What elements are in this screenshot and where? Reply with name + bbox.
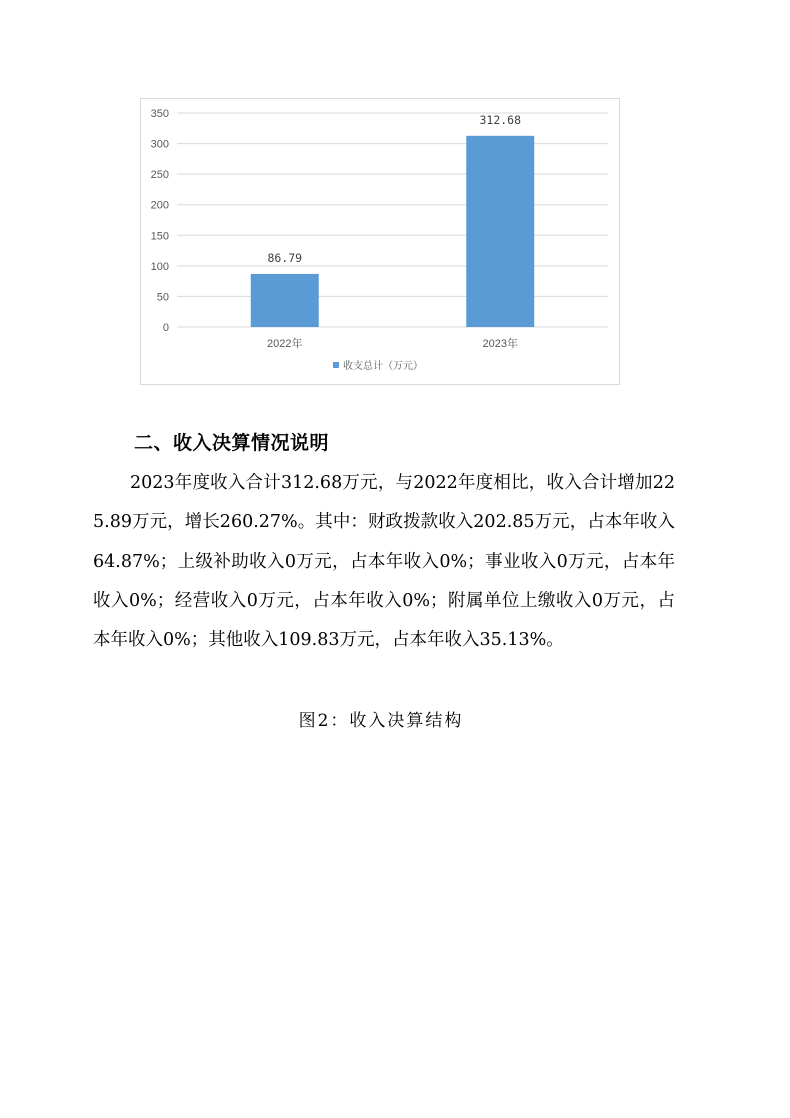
y-tick-label: 300 — [150, 138, 169, 151]
y-tick-label: 250 — [150, 169, 169, 182]
x-tick-label: 2022年 — [267, 338, 303, 350]
y-tick-label: 200 — [150, 199, 169, 212]
legend-swatch — [333, 362, 339, 368]
y-tick-label: 350 — [150, 108, 169, 120]
bar-chart — [140, 98, 620, 385]
figure-caption: 图2：收入决算结构 — [298, 711, 464, 731]
chart-canvas — [141, 99, 621, 386]
income-description-paragraph: 2023年度收入合计312.68万元，与2022年度相比，收入合计增加225.89万元，增长260.27%。其中：财政拨款收入202.85万元，占本年收入64.87%；上级补助收入0万元，占本年收入0%；事业收入0万元，占本年收入0%；经营收入0万元，占本年收入0%；附属单位上缴收入0万元，占本年收入0%；其他收入109.83万元，占本年收入35.13%。 — [93, 473, 675, 651]
bar — [466, 136, 534, 327]
x-tick-label: 2023年 — [482, 338, 518, 350]
legend-label: 收支总计（万元） — [343, 361, 423, 372]
data-label: 312.68 — [479, 112, 522, 127]
y-tick-label: 50 — [156, 291, 169, 304]
section-heading: 二、收入决算情况说明 — [134, 432, 330, 454]
y-tick-label: 0 — [162, 322, 169, 334]
data-label: 86.79 — [267, 250, 303, 265]
y-tick-label: 100 — [150, 260, 169, 273]
bar — [251, 274, 319, 327]
y-tick-label: 150 — [150, 230, 169, 243]
